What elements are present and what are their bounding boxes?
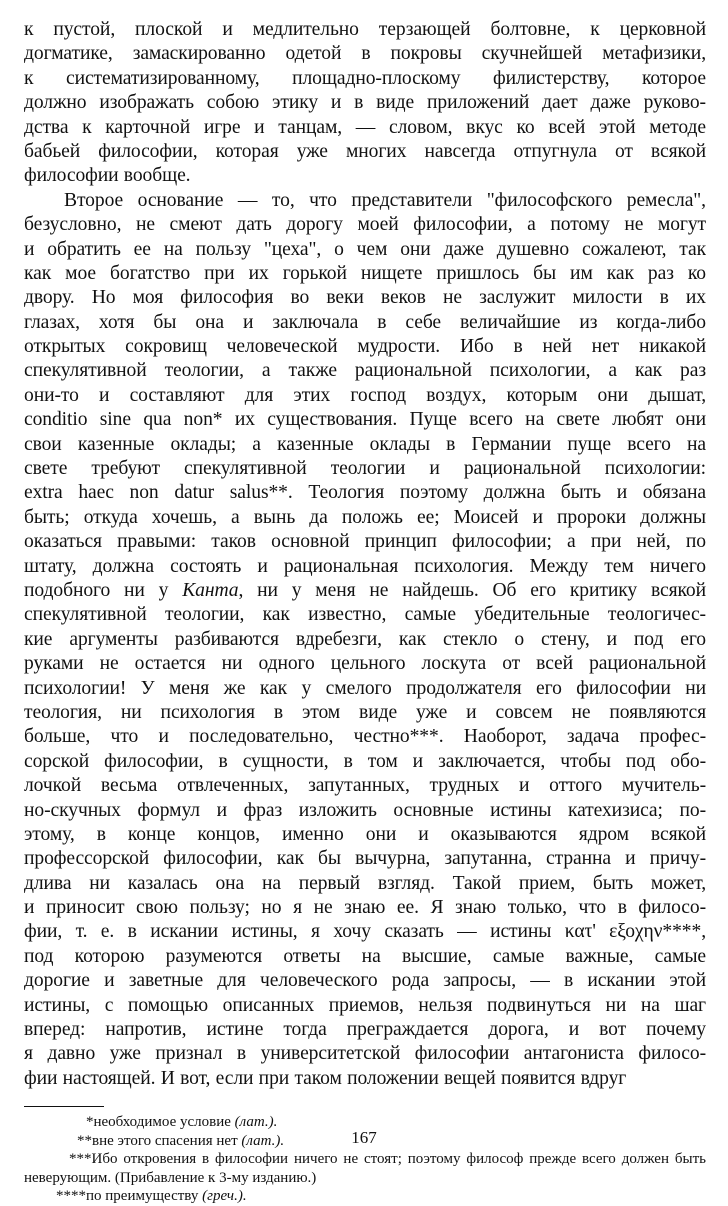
kant-name: Канта: [182, 579, 239, 601]
text-line: безусловно, не смеют дать дорогу моей философии, а потому не могут: [24, 214, 706, 236]
text-line: и обратить ее на пользу "цеха", о чем они даже душевно сожалеют, так: [24, 238, 706, 260]
text-line: глазах, хотя бы она и заключала в себе величайшие из когда-либо: [24, 311, 706, 333]
text-line: руками не остается ни одного цельного лоскута от всей рациональной: [24, 653, 706, 675]
text-line: философии вообще.: [24, 165, 191, 187]
text-line: теология, ни психология в этом виде уже и совсем не появляются: [24, 701, 706, 723]
text-line: свои казенные оклады; а казенные оклады в Германии пуще всего на: [24, 433, 706, 455]
text-line: кие аргументы разбиваются вдребезги, как стекло о стену, и под его: [24, 628, 706, 650]
main-text: [24, 18, 706, 1091]
footnote-4: ****по преимуществу (греч.).: [56, 1188, 247, 1205]
text-line: быть; откуда хочешь, а вынь да положь ее; Моисей и пророки должны: [24, 506, 706, 528]
text-line: должно изображать собою этику и в виде приложений дает даже руково-: [24, 92, 706, 114]
text-line: истины, с помощью описанных приемов, нельзя подвинуться ни на шаг: [24, 994, 706, 1016]
text-line: штату, должна состоять и рациональная психология. Между тем ничего: [24, 555, 706, 577]
text-line: фии, т. е. в искании истины, я хочу сказать — истины κατ' εξοχην****,: [24, 921, 706, 943]
text-line: психологии! У меня же как у смелого продолжателя его философии ни: [24, 677, 706, 699]
text-line: к пустой, плоской и медлительно терзающей болтовне, к церковной: [24, 19, 706, 40]
text-line: как мое богатство при их горькой нищете пришлось бы им как раз ко: [24, 262, 706, 284]
footnote-3: ***Ибо откровения в философии ничего не стоят; поэтому философ прежде всего должен быть неверующим. (Прибавление к 3-му изданию.): [24, 1151, 706, 1186]
text-line: они-то и составляют для этих господ воздух, которым они дышат,: [24, 384, 706, 406]
text-line: сорской философии, в сущности, в том и заключается, чтобы под обо-: [24, 750, 706, 772]
paragraph-2: [24, 189, 706, 1091]
footnote-1: *необходимое условие (лат.).: [86, 1114, 278, 1131]
text-line: спекулятивной теологии, как известно, самые убедительные теологичес-: [24, 604, 706, 626]
text-line: к систематизированному, площадно-плоскому филистерству, которое: [24, 67, 706, 89]
text-line: спекулятивной теологии, а также рациональной психологии, а как раз: [24, 360, 706, 382]
footnote-separator: [24, 1106, 104, 1107]
text-line: extra haec non datur salus**. Теология поэтому должна быть и обязана: [24, 482, 706, 504]
text-line: подобного ни у Канта, ни у меня не найдешь. Об его критику всякой: [24, 579, 706, 601]
text-line: лочкой весьма отвлеченных, запутанных, трудных и оттого мучитель-: [24, 775, 706, 797]
text-line: Второе основание — то, что представители "философского ремесла",: [64, 189, 706, 211]
paragraph-1: [24, 18, 706, 189]
text-line: профессорской философии, как бы вычурна, запутанна, странна и причу-: [24, 848, 706, 870]
text-line: conditio sine qua non* их существования. Пуще всего на свете любят они: [24, 409, 706, 431]
page-number: 167: [351, 1128, 377, 1147]
text-line: свете требуют спекулятивной теологии и рациональной психологии:: [24, 458, 706, 480]
text-line: вперед: напротив, истине тогда преграждается дорога, и вот почему: [24, 1019, 706, 1041]
text-line: оказаться правыми: таков основной принцип философии; а при ней, по: [24, 531, 706, 553]
text-line: но-скучных формул и фраз изложить основные истины катехизиса; по-: [24, 799, 706, 821]
text-line: фии настоящей. И вот, если при таком положении вещей появится вдруг: [24, 1067, 627, 1089]
text-line: двору. Но моя философия во веки веков не заслужит милости в их: [24, 287, 706, 309]
text-line: догматике, замаскированно одетой в покровы скучнейшей метафизики,: [24, 43, 706, 65]
text-line: дорогие и заветные для человеческого рода запросы, — в искании этой: [24, 970, 706, 992]
footnote-2: **вне этого спасения нет (лат.).: [77, 1132, 285, 1149]
text-line: открытых сокровищ человеческой мудрости. Ибо в ней нет никакой: [24, 336, 706, 358]
text-line: и приносит свою пользу; но я не знаю ее. Я знаю только, что в филосо-: [24, 897, 706, 919]
text-line: длива ни казалась она на первый взгляд. Такой прием, быть может,: [24, 872, 706, 894]
text-line: этому, в конце концов, именно они и оказываются ядром всякой: [24, 823, 706, 845]
text-line: дства к карточной игре и танцам, — словом, вкус ко всей этой методе: [24, 116, 706, 138]
text-line: больше, что и последовательно, честно***. Наоборот, задача профес-: [24, 726, 706, 748]
text-line: бабьей философии, которая уже многих навсегда отпугнула от всякой: [24, 140, 706, 162]
text-line: я давно уже признал в университетской философии антагониста филосо-: [24, 1043, 706, 1065]
text-line: под которою разумеются ответы на высшие, самые важные, самые: [24, 945, 706, 967]
